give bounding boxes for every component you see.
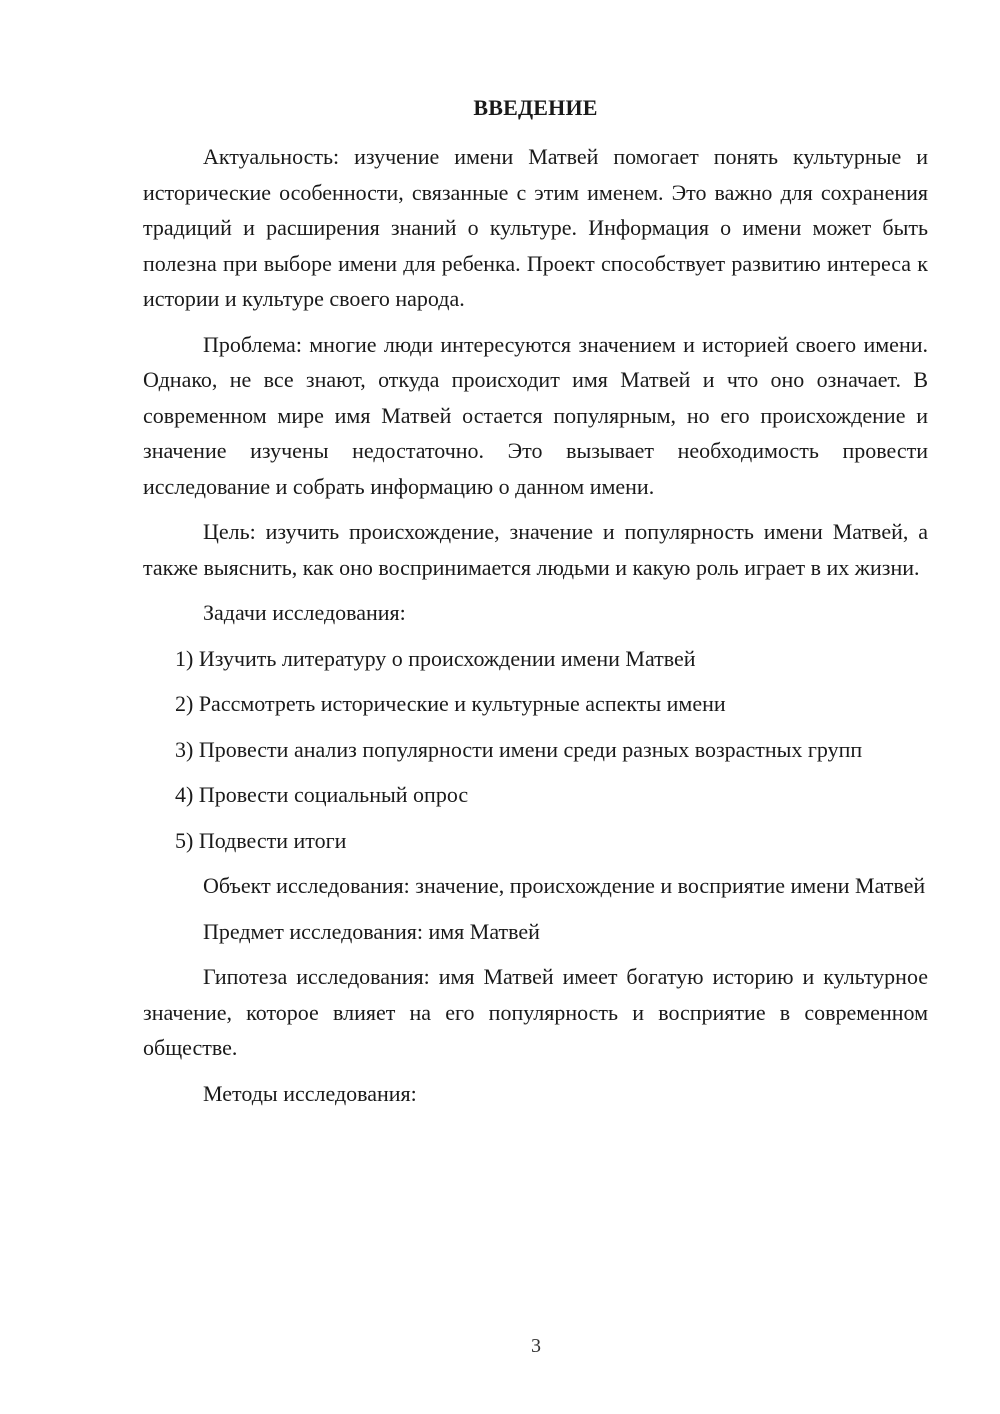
tasks-heading: Задачи исследования: [203,600,406,625]
task-item: 4) Провести социальный опрос [175,782,469,807]
hypothesis-paragraph: Гипотеза исследования: имя Матвей имеет богатую историю и культурное значение, которое влияет на его популярность и восприятие в современном обществе. [143,964,928,1060]
object-paragraph: Объект исследования: значение, происхождение и восприятие имени Матвей [203,873,926,898]
relevance-paragraph: Актуальность: изучение имени Матвей помогает понять культурные и исторические особенности, связанные с этим именем. Это важно для сохранения традиций и расширения знаний о культуре. Информация о имени может быть полезна при выборе имени для ребенка. Проект способствует развитию интереса к истории и культуре своего народа. [143,144,928,311]
document-page [143,95,928,1121]
subject-paragraph: Предмет исследования: имя Матвей [203,918,540,944]
section-heading: ВВЕДЕНИЕ [473,95,598,120]
page-number: 3 [531,1335,541,1357]
goal-paragraph: Цель: изучить происхождение, значение и популярность имени Матвей, а также выяснить, как оно воспринимается людьми и какую роль играет в их жизни. [143,519,928,580]
task-item: 5) Подвести итоги [175,827,347,853]
problem-paragraph: Проблема: многие люди интересуются значением и историей своего имени. Однако, не все знают, откуда происходит имя Матвей и что оно означает. В современном мире имя Матвей остается популярным, но его происхождение и значение изучены недостаточно. Это вызывает необходимость провести исследование и собрать информацию о данном имени. [143,331,928,499]
methods-heading: Методы исследования: [203,1080,417,1106]
task-item: 1) Изучить литературу о происхождении имени Матвей [175,645,696,671]
task-item: 2) Рассмотреть исторические и культурные аспекты имени [175,691,726,716]
task-item: 3) Провести анализ популярности имени среди разных возрастных групп [175,736,863,762]
